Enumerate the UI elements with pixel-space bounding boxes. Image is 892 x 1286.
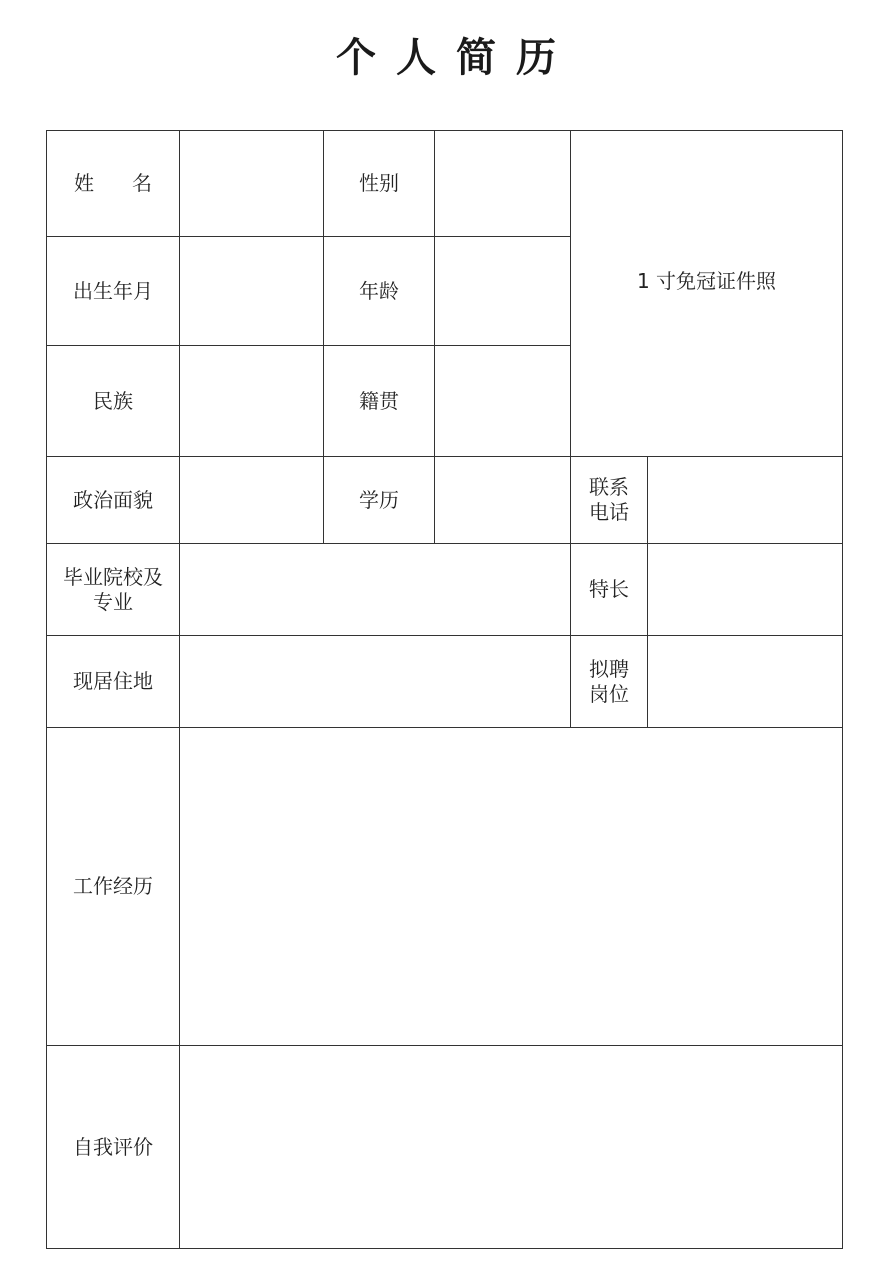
- residence-label: 现居住地: [73, 669, 153, 693]
- position-value-cell[interactable]: [648, 636, 843, 728]
- title-char: 简: [456, 35, 496, 81]
- native-place-value-cell[interactable]: [435, 346, 571, 457]
- native-place-label: 籍贯: [359, 388, 399, 413]
- ethnicity-label-cell: [47, 346, 180, 457]
- title-char: 历: [516, 35, 556, 81]
- residence-value-cell[interactable]: [180, 636, 571, 728]
- political-status-label: 政治面貌: [73, 487, 153, 512]
- birth-value-cell[interactable]: [180, 237, 324, 346]
- native-place-label-cell: [324, 346, 435, 457]
- work-experience-label: 工作经历: [73, 874, 153, 898]
- resume-form-table: [46, 130, 843, 1249]
- political-status-label-cell: [47, 457, 180, 544]
- education-label-cell: [324, 457, 435, 544]
- birth-label: 出生年月: [73, 278, 153, 303]
- age-value-cell[interactable]: [435, 237, 571, 346]
- specialty-label-cell: [571, 544, 648, 636]
- specialty-value-cell[interactable]: [648, 544, 843, 636]
- work-experience-value-cell[interactable]: [180, 728, 843, 1046]
- age-label-cell: [324, 237, 435, 346]
- education-label: 学历: [359, 487, 399, 512]
- title-char: 人: [396, 35, 436, 81]
- ethnicity-value-cell[interactable]: [180, 346, 324, 457]
- ethnicity-label: 民族: [93, 388, 133, 413]
- gender-label: 性别: [359, 171, 399, 195]
- residence-label-cell: [47, 636, 180, 728]
- age-label: 年龄: [359, 278, 399, 303]
- self-evaluation-label-cell: [47, 1046, 180, 1249]
- phone-label-cell: [571, 457, 648, 544]
- specialty-label: 特长: [589, 577, 629, 601]
- photo-cell[interactable]: [571, 131, 843, 457]
- birth-label-cell: [47, 237, 180, 346]
- page-title: [0, 26, 892, 83]
- title-char: 个: [336, 35, 376, 81]
- phone-value-cell[interactable]: [648, 457, 843, 544]
- name-label-cell: [47, 131, 190, 237]
- school-major-label: 毕业院校及专业: [63, 564, 163, 614]
- work-experience-label-cell: [47, 728, 180, 1046]
- gender-label-cell: [324, 131, 435, 237]
- phone-label: 联系电话: [589, 475, 629, 524]
- position-label-cell: [571, 636, 648, 728]
- name-value-cell[interactable]: [180, 131, 324, 237]
- political-status-value-cell[interactable]: [180, 457, 324, 544]
- education-value-cell[interactable]: [435, 457, 571, 544]
- self-evaluation-value-cell[interactable]: [180, 1046, 843, 1249]
- school-major-label-cell: [47, 544, 180, 636]
- school-major-value-cell[interactable]: [180, 544, 571, 636]
- name-label: 姓名: [74, 171, 190, 195]
- photo-label: 1 寸免冠证件照: [636, 269, 777, 293]
- self-evaluation-label: 自我评价: [73, 1134, 153, 1159]
- position-label: 拟聘岗位: [589, 656, 629, 706]
- gender-value-cell[interactable]: [435, 131, 571, 237]
